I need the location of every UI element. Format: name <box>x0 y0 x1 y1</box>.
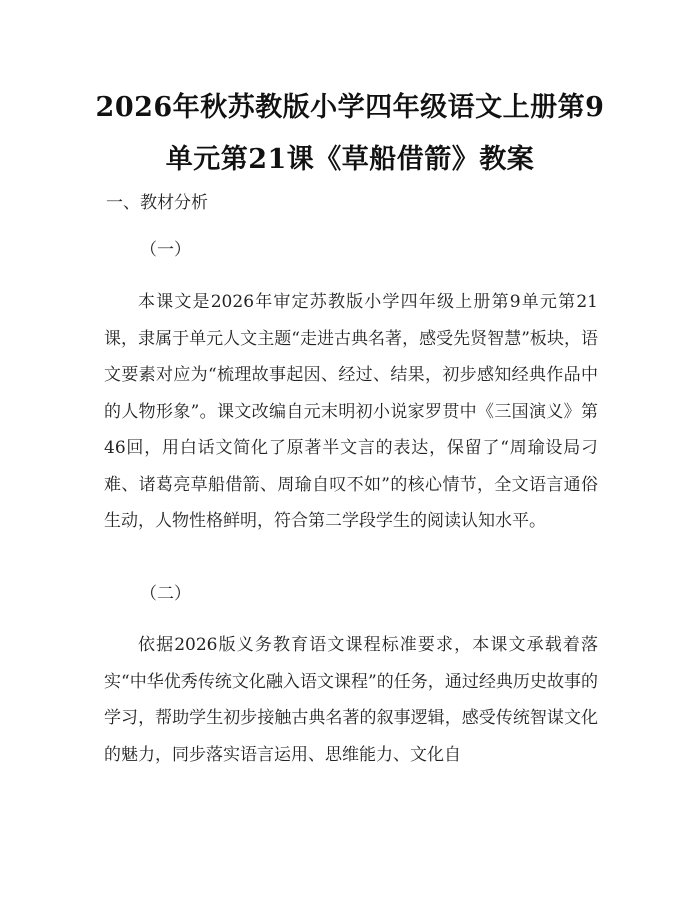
paragraph-2: 依据2026版义务教育语文课程标准要求，本课文承载着落实“中华优秀传统文化融入语文课程”的任务，通过经典历史故事的学习，帮助学生初步接触古典名著的叙事逻辑，感受传统智谋文化的魅力，同步落实语言运用、思维能力、文化自 <box>104 635 598 765</box>
sub-heading-1: （一） <box>140 240 191 260</box>
paragraph-1: 本课文是2026年审定苏教版小学四年级上册第9单元第21课，隶属于单元人文主题“走进古典名著，感受先贤智慧”板块，语文要素对应为“梳理故事起因、经过、结果，初步感知经典作品中的人物形象”。课文改编自元末明初小说家罗贯中《三国演义》第46回，用白话文简化了原著半文言的表达，保留了“周瑜设局刁难、诸葛亮草船借箭、周瑜自叹不如”的核心情节，全文语言通俗生动，人物性格鲜明，符合第二学段学生的阅读认知水平。 <box>104 292 598 531</box>
sub-heading-2: （二） <box>140 584 191 604</box>
document-title: 2026年秋苏教版小学四年级语文上册第9单元第21课《草船借箭》教案 <box>95 92 605 175</box>
section-heading: 一、教材分析 <box>106 193 208 213</box>
